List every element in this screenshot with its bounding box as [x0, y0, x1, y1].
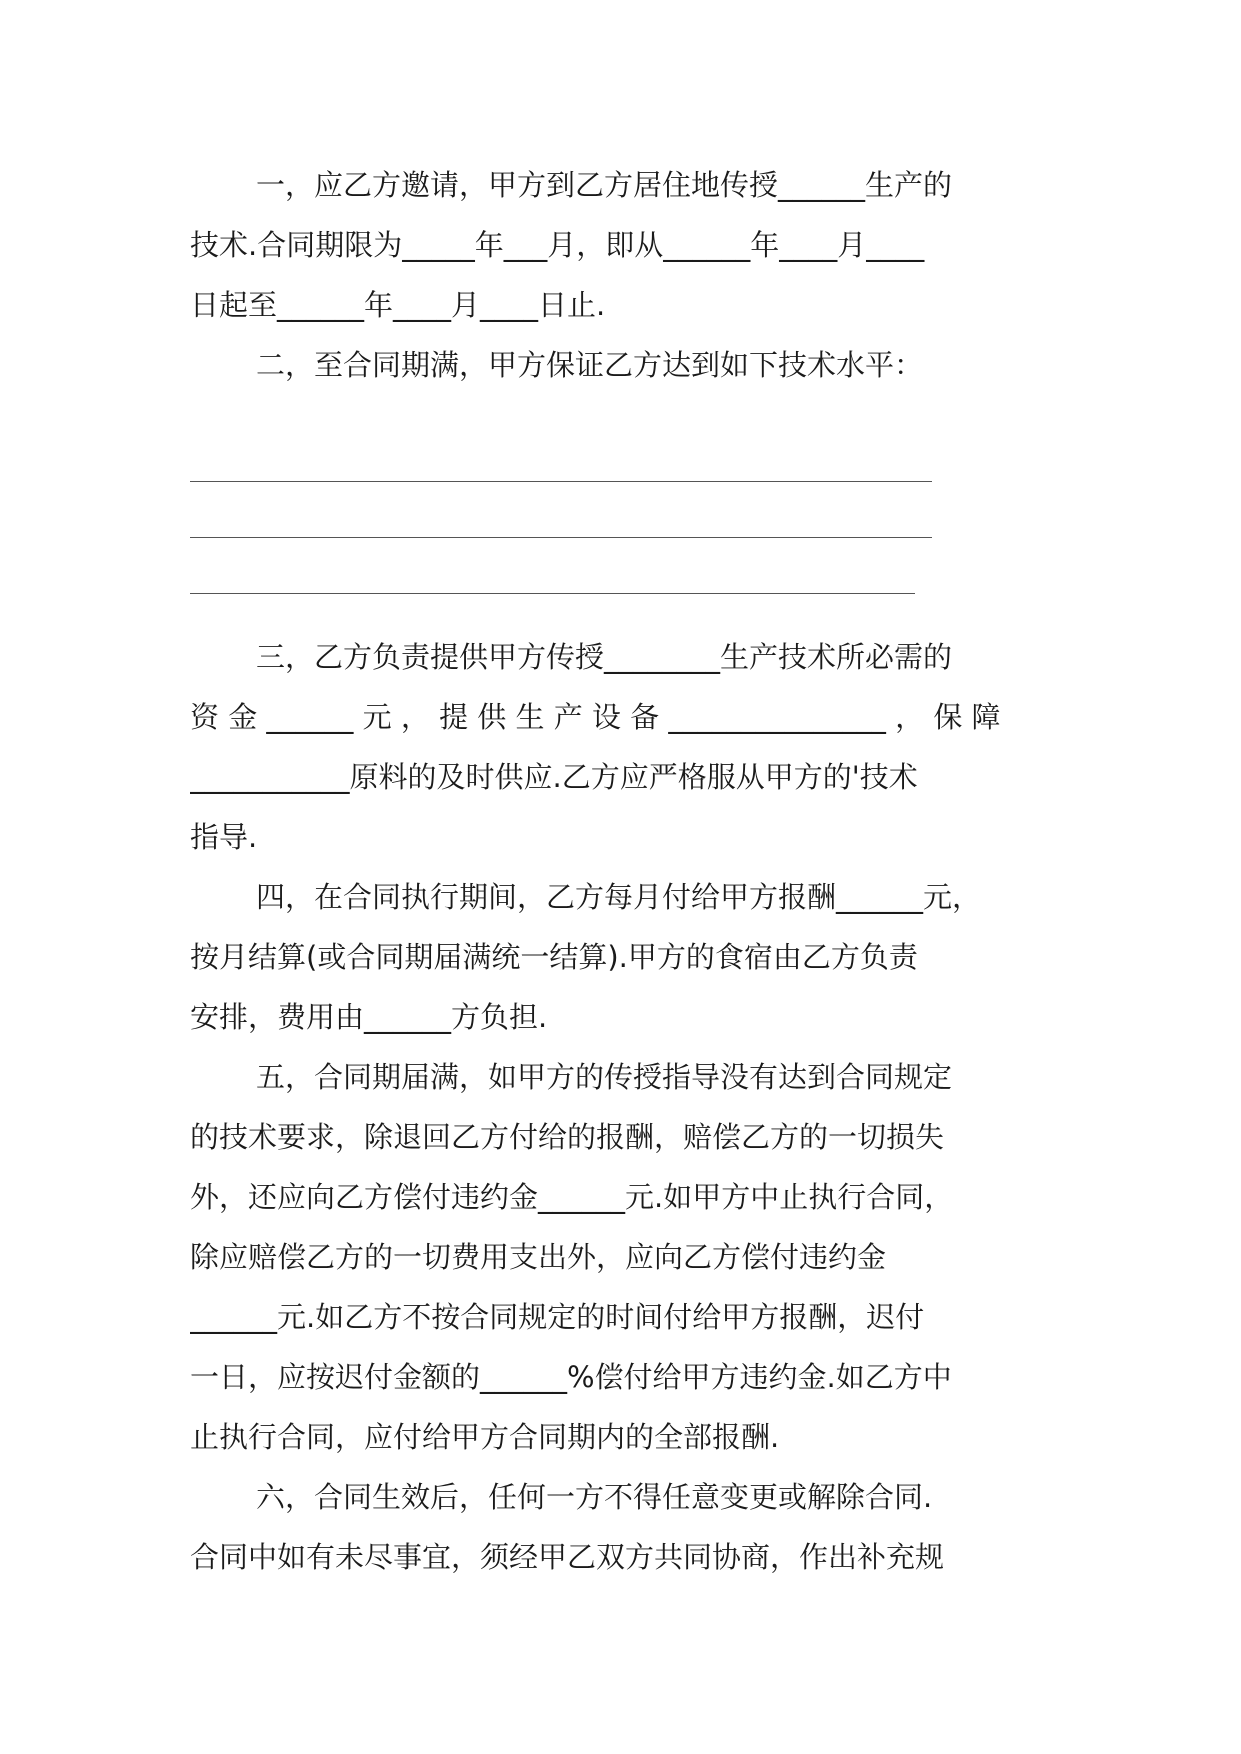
blank-space: [190, 395, 1060, 445]
clause-2-line-1: 二，至合同期满，甲方保证乙方达到如下技术水平：: [256, 348, 924, 382]
clause-3-line-1: 三，乙方负责提供甲方传授________生产技术所必需的: [256, 640, 953, 674]
clause-3-line-4: 指导.: [190, 820, 258, 854]
clause-1-line-3: 日起至______年____月____日止.: [190, 288, 606, 322]
clause-6-line-1: 六，合同生效后，任何一方不得任意变更或解除合同.: [256, 1480, 933, 1514]
blank-space: [190, 613, 1060, 627]
clause-1-line-1: 一，应乙方邀请，甲方到乙方居住地传授______生产的: [256, 168, 953, 202]
contract-page: [190, 155, 1060, 1587]
clause-6: [190, 1467, 1060, 1587]
fill-in-lines: [190, 445, 1060, 613]
clause-5-line-7: 止执行合同，应付给甲方合同期内的全部报酬.: [190, 1420, 780, 1454]
clause-4-line-3: 安排，费用由______方负担.: [190, 1000, 548, 1034]
clause-4-line-1: 四，在合同执行期间，乙方每月付给甲方报酬______元，: [256, 880, 982, 914]
clause-3-line-3: ___________原料的及时供应.乙方应严格服从甲方的'技术: [190, 760, 918, 794]
fill-in-line-1: [190, 445, 1060, 501]
clause-5: [190, 1047, 1060, 1467]
clause-1-line-2: 技术.合同期限为_____年___月，即从______年____月____: [190, 228, 925, 262]
clause-2: [190, 335, 1060, 395]
fill-in-line-2: [190, 501, 1060, 557]
clause-5-line-3: 外，还应向乙方偿付违约金______元.如甲方中止执行合同，: [190, 1180, 954, 1214]
clause-5-line-1: 五，合同期届满，如甲方的传授指导没有达到合同规定: [256, 1060, 953, 1094]
clause-3: [190, 627, 1060, 867]
clause-3-line-2: 资 金 ______ 元 ， 提 供 生 产 设 备 _______________ ， 保 障: [190, 700, 1001, 734]
clause-4: [190, 867, 1060, 1047]
clause-4-line-2: 按月结算(或合同期届满统一结算).甲方的食宿由乙方负责: [190, 940, 918, 974]
fill-in-line-3: [190, 557, 1060, 613]
clause-1: [190, 155, 1060, 335]
clause-5-line-6: 一日，应按迟付金额的______%偿付给甲方违约金.如乙方中: [190, 1360, 952, 1394]
clause-5-line-4: 除应赔偿乙方的一切费用支出外，应向乙方偿付违约金: [190, 1240, 887, 1274]
clause-5-line-5: ______元.如乙方不按合同规定的时间付给甲方报酬，迟付: [190, 1300, 925, 1334]
clause-5-line-2: 的技术要求，除退回乙方付给的报酬，赔偿乙方的一切损失: [190, 1120, 945, 1154]
clause-6-line-2: 合同中如有未尽事宜，须经甲乙双方共同协商，作出补充规: [190, 1540, 945, 1574]
